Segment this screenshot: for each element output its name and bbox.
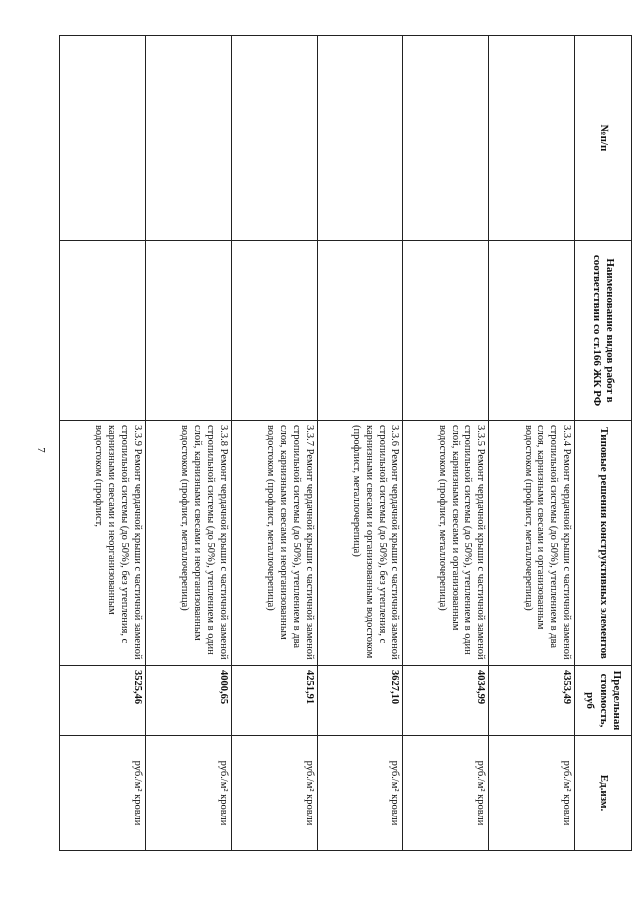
cell-price: 4000,65: [145, 666, 231, 736]
cell-solution: 3.3.6 Ремонт чердачной крыши с частичной заменой стропильной системы (до 50%), без утепления, с карнизными свесами и организованным водостоком (профлист, металлочерепица): [317, 421, 403, 666]
cell-work-type: [317, 241, 403, 421]
price-table: [59, 35, 632, 851]
cell-work-type: [60, 241, 146, 421]
cell-unit: руб./м² кровли: [317, 736, 403, 851]
table-row: [145, 36, 231, 851]
cell-num: [317, 36, 403, 241]
cell-num: [145, 36, 231, 241]
cell-price: 4034,99: [403, 666, 489, 736]
header-solution: Типовые решения конструктивных элементов: [575, 421, 632, 666]
cell-solution: 3.3.9 Ремонт чердачной крыши с частичной заменой стропильной системы (до 50%), без утепления, с карнизными свесами и неорганизованным водостоком (профлист,: [60, 421, 146, 666]
cell-unit: руб./м² кровли: [145, 736, 231, 851]
table-row: [317, 36, 403, 851]
cell-work-type: [403, 241, 489, 421]
cell-num: [60, 36, 146, 241]
header-price: Предельная стоимость, руб: [575, 666, 632, 736]
cell-solution: 3.3.4 Ремонт чердачной крыши с частичной заменой стропильной системы (до 50%), утеплением в два слоя, карнизными свесами и организованным водостоком (профлист, металлочерепица): [489, 421, 575, 666]
cell-num: [231, 36, 317, 241]
cell-price: 4353,49: [489, 666, 575, 736]
cell-price: 4251,91: [231, 666, 317, 736]
cell-work-type: [489, 241, 575, 421]
page-number: 7: [34, 447, 47, 453]
cell-unit: руб./м² кровли: [231, 736, 317, 851]
header-work-type: Наименование видов работ в соответствии со ст.166 ЖК РФ: [575, 241, 632, 421]
table-row: [489, 36, 575, 851]
cell-solution: 3.3.5 Ремонт чердачной крыши с частичной заменой стропильной системы (до 50%), утеплением в один слой, карнизными свесами и организованным водостоком (профлист, металлочерепица): [403, 421, 489, 666]
cell-unit: руб./м² кровли: [489, 736, 575, 851]
table-row: [231, 36, 317, 851]
cell-price: 3627,10: [317, 666, 403, 736]
cell-price: 3525,46: [60, 666, 146, 736]
cell-num: [489, 36, 575, 241]
header-unit: Ед.изм.: [575, 736, 632, 851]
table-row: [403, 36, 489, 851]
cell-work-type: [145, 241, 231, 421]
table-header-row: [575, 36, 632, 851]
cell-solution: 3.3.7 Ремонт чердачной крыши с частичной заменой стропильной системы (до 50%), утеплением в два слоя, карнизными свесами и неорганизованным водостоком (профлист, металлочерепица): [231, 421, 317, 666]
cell-unit: руб./м² кровли: [60, 736, 146, 851]
cell-unit: руб./м² кровли: [403, 736, 489, 851]
cell-solution: 3.3.8 Ремонт чердачной крыши с частичной заменой стропильной системы (до 50%), утеплением в один слой, карнизными свесами и неорганизованным водостоком (профлист, металлочерепица): [145, 421, 231, 666]
cell-work-type: [231, 241, 317, 421]
table-row: [60, 36, 146, 851]
rotated-page: [59, 35, 632, 850]
cell-num: [403, 36, 489, 241]
header-num: №п/п: [575, 36, 632, 241]
